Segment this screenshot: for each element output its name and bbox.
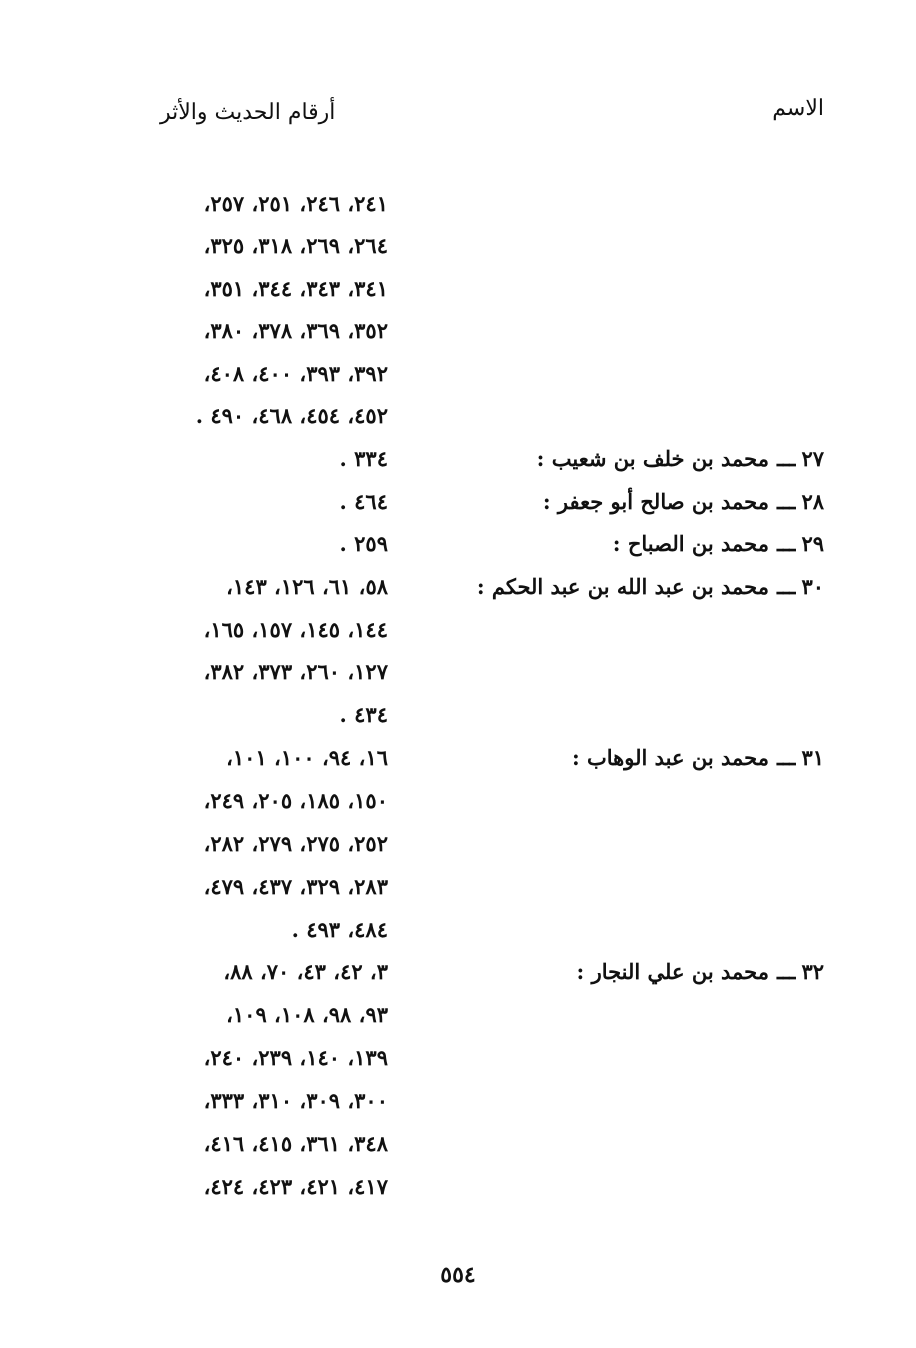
- entry-31-name: [572, 740, 824, 776]
- entry-dash: ـــ: [776, 531, 796, 556]
- entry-name: محمد بن صالح أبو جعفر :: [542, 489, 769, 514]
- entry-32-numbers-line: ٤١٧، ٤٢١، ٤٢٣، ٤٢٤،: [203, 1174, 388, 1199]
- entry-29-numbers-line: ٢٥٩ .: [339, 531, 388, 556]
- entry-31-numbers-line: ١٦، ٩٤، ١٠٠، ١٠١،: [226, 745, 388, 770]
- entry-index: ٣١: [801, 745, 824, 770]
- continuation-numbers-line: ٤٥٢، ٤٥٤، ٤٦٨، ٤٩٠ .: [195, 403, 388, 428]
- entry-index: ٢٩: [801, 531, 824, 556]
- entry-name: محمد بن عبد الوهاب :: [571, 745, 769, 770]
- entry-28-numbers-line: ٤٦٤ .: [339, 489, 388, 514]
- entry-27-name: [537, 441, 824, 477]
- continuation-numbers-line: ٢٤١، ٢٤٦، ٢٥١، ٢٥٧،: [203, 191, 388, 216]
- numbers-column-header: أرقام الحديث والأثر: [160, 100, 336, 125]
- entry-32-numbers-line: ٣٠٠، ٣٠٩، ٣١٠، ٣٣٣،: [203, 1088, 388, 1113]
- entry-dash: ـــ: [776, 959, 796, 984]
- entry-31-numbers-line: ١٥٠، ١٨٥، ٢٠٥، ٢٤٩،: [203, 788, 388, 813]
- name-column-header: الاسم: [772, 96, 824, 121]
- entry-30-numbers-line: ٥٨، ٦١، ١٢٦، ١٤٣،: [226, 574, 388, 599]
- entry-dash: ـــ: [776, 574, 796, 599]
- entry-30-numbers-line: ٤٣٤ .: [339, 702, 388, 727]
- entry-index: ٢٧: [801, 446, 824, 471]
- entry-name: محمد بن خلف بن شعيب :: [536, 446, 769, 471]
- continuation-numbers-line: ٣٩٢، ٣٩٣، ٤٠٠، ٤٠٨،: [203, 361, 388, 386]
- entry-index: ٣٢: [801, 959, 824, 984]
- entry-dash: ـــ: [776, 745, 796, 770]
- entry-index: ٢٨: [801, 489, 824, 514]
- entry-32-numbers-line: ٣٤٨، ٣٦١، ٤١٥، ٤١٦،: [203, 1131, 388, 1156]
- entry-27-numbers-line: ٣٣٤ .: [339, 446, 388, 471]
- entry-30-numbers-line: ١٢٧، ٢٦٠، ٣٧٣، ٣٨٢،: [203, 659, 388, 684]
- entry-31-numbers-line: ٢٨٣، ٣٢٩، ٤٣٧، ٤٧٩،: [203, 874, 388, 899]
- entry-29-name: [613, 526, 824, 562]
- entry-32-numbers-line: ٩٣، ٩٨، ١٠٨، ١٠٩،: [226, 1002, 388, 1027]
- entry-28-name: [543, 484, 824, 520]
- entry-32-name: [577, 954, 824, 990]
- entry-31-numbers-line: ٢٥٢، ٢٧٥، ٢٧٩، ٢٨٢،: [203, 831, 388, 856]
- page-number: ٥٥٤: [440, 1262, 476, 1288]
- entry-index: ٣٠: [801, 574, 824, 599]
- continuation-numbers-line: ٢٦٤، ٢٦٩، ٣١٨، ٣٢٥،: [203, 233, 388, 258]
- continuation-numbers-line: ٣٥٢، ٣٦٩، ٣٧٨، ٣٨٠،: [203, 318, 388, 343]
- entry-30-name: [477, 569, 824, 605]
- entry-dash: ـــ: [776, 446, 796, 471]
- entry-30-numbers-line: ١٤٤، ١٤٥، ١٥٧، ١٦٥،: [203, 617, 388, 642]
- entry-dash: ـــ: [776, 489, 796, 514]
- entry-32-numbers-line: ٣، ٤٢، ٤٣، ٧٠، ٨٨،: [223, 959, 388, 984]
- entry-name: محمد بن عبد الله بن عبد الحكم :: [476, 574, 769, 599]
- entry-31-numbers-line: ٤٨٤، ٤٩٣ .: [291, 917, 388, 942]
- continuation-numbers-line: ٣٤١، ٣٤٣، ٣٤٤، ٣٥١،: [203, 276, 388, 301]
- entry-name: محمد بن الصباح :: [612, 531, 769, 556]
- entry-name: محمد بن علي النجار :: [576, 959, 769, 984]
- entry-32-numbers-line: ١٣٩، ١٤٠، ٢٣٩، ٢٤٠،: [203, 1045, 388, 1070]
